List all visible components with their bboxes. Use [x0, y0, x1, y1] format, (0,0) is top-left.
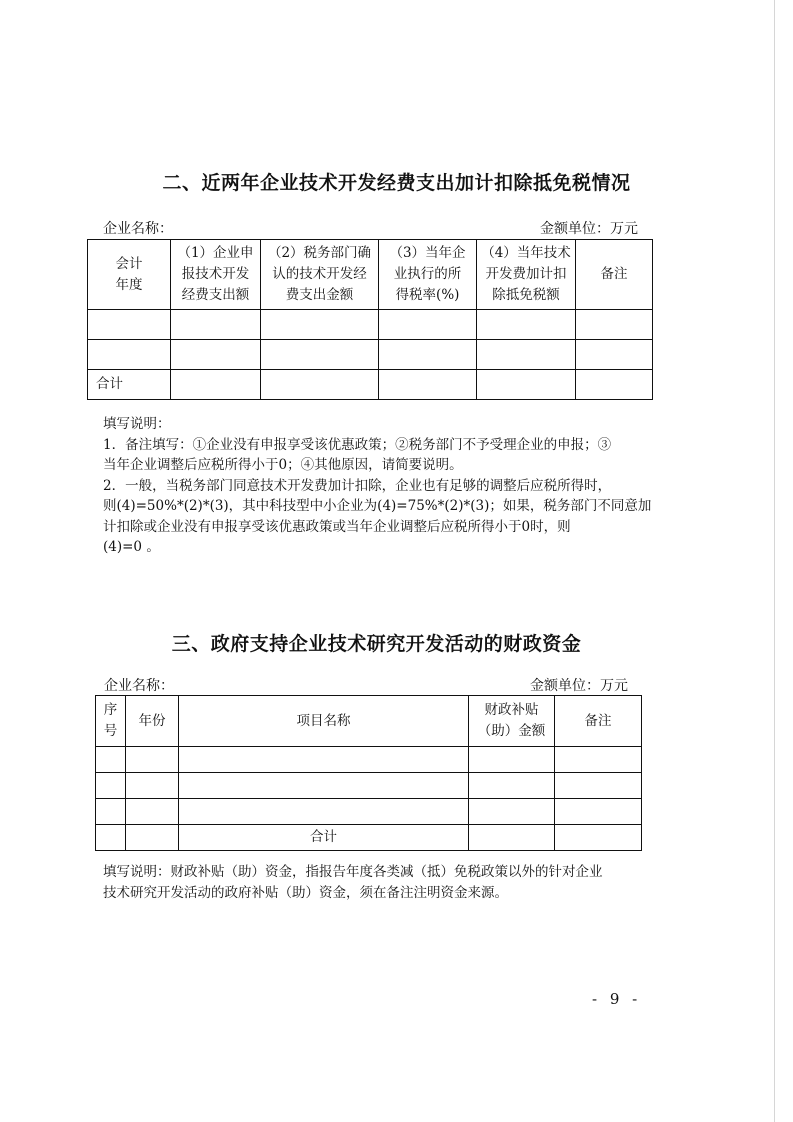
- notes-line: 计扣除或企业没有申报享受该优惠政策或当年企业调整后应税所得小于0时，则: [103, 518, 571, 535]
- header-serial-number: 序 号: [96, 696, 126, 747]
- section3-table: [95, 695, 642, 851]
- section3-title: 三、政府支持企业技术研究开发活动的财政资金: [171, 633, 582, 655]
- table-cell[interactable]: [477, 340, 576, 370]
- table-cell[interactable]: [171, 310, 261, 340]
- header-remarks: 备注: [576, 240, 653, 310]
- table-row: [88, 310, 653, 340]
- header-subsidy-amount: 财政补贴 （助）金额: [469, 696, 555, 747]
- table-cell[interactable]: [379, 340, 477, 370]
- table-cell[interactable]: [469, 773, 555, 799]
- table-cell[interactable]: [555, 799, 642, 825]
- table-cell[interactable]: [179, 747, 469, 773]
- notes-heading: 填写说明：: [103, 416, 171, 432]
- section2-notes: [103, 414, 663, 558]
- table-row: [88, 340, 653, 370]
- table-cell[interactable]: [555, 773, 642, 799]
- table-cell[interactable]: [171, 370, 261, 400]
- table-cell[interactable]: [179, 773, 469, 799]
- table-cell[interactable]: [126, 799, 179, 825]
- page-number: - 9 -: [592, 990, 642, 1008]
- section3-total-row: [96, 825, 642, 851]
- section2-total-label: 合计: [88, 370, 171, 400]
- notes-line: 技术研究开发活动的政府补贴（助）资金，须在备注注明资金来源。: [103, 884, 508, 901]
- table-row: [96, 747, 642, 773]
- section2-company-label: 企业名称：: [103, 221, 173, 237]
- section2-unit-label: 金额单位：万元: [540, 221, 638, 237]
- header-project-name: 项目名称: [179, 696, 469, 747]
- section2-table: [87, 239, 653, 400]
- table-cell[interactable]: [555, 825, 642, 851]
- header-year: 年份: [126, 696, 179, 747]
- header-confirmed-expense: （2）税务部门确 认的技术开发经 费支出金额: [261, 240, 379, 310]
- table-cell[interactable]: [96, 825, 126, 851]
- notes-line: (4)=0 。: [103, 539, 160, 555]
- section2-header-row: [88, 240, 653, 310]
- notes-line: 1．备注填写：①企业没有申报享受该优惠政策；②税务部门不予受理企业的申报；③: [103, 436, 612, 453]
- section2-total-row: [88, 370, 653, 400]
- section3-company-label: 企业名称：: [104, 678, 174, 694]
- header-remarks: 备注: [555, 696, 642, 747]
- header-declared-expense: （1）企业申 报技术开发 经费支出额: [171, 240, 261, 310]
- table-row: [96, 773, 642, 799]
- table-cell[interactable]: [477, 310, 576, 340]
- table-cell[interactable]: [469, 825, 555, 851]
- table-cell[interactable]: [379, 310, 477, 340]
- table-cell[interactable]: [261, 310, 379, 340]
- table-cell[interactable]: [88, 310, 171, 340]
- section3-total-label: 合计: [179, 825, 469, 851]
- header-deduction-amount: （4）当年技术 开发费加计扣 除抵免税额: [477, 240, 576, 310]
- table-cell[interactable]: [469, 799, 555, 825]
- section3-notes: [103, 862, 663, 903]
- table-cell[interactable]: [576, 370, 653, 400]
- table-cell[interactable]: [126, 825, 179, 851]
- table-row: [96, 799, 642, 825]
- notes-line: 2．一般，当税务部门同意技术开发费加计扣除，企业也有足够的调整后应税所得时，: [103, 477, 612, 494]
- table-cell[interactable]: [96, 799, 126, 825]
- table-cell[interactable]: [261, 370, 379, 400]
- table-cell[interactable]: [477, 370, 576, 400]
- table-cell[interactable]: [96, 773, 126, 799]
- table-cell[interactable]: [179, 799, 469, 825]
- notes-line: 当年企业调整后应税所得小于0；④其他原因，请简要说明。: [103, 457, 463, 473]
- notes-line: 则(4)=50%*(2)*(3)，其中科技型中小企业为(4)=75%*(2)*(3)；如果，税务部门不同意加: [103, 498, 652, 514]
- table-cell[interactable]: [126, 773, 179, 799]
- section3-header-row: [96, 696, 642, 747]
- table-cell[interactable]: [576, 340, 653, 370]
- section3-unit-label: 金额单位：万元: [530, 678, 628, 694]
- table-cell[interactable]: [171, 340, 261, 370]
- notes-line: 填写说明：财政补贴（助）资金，指报告年度各类减（抵）免税政策以外的针对企业: [103, 864, 603, 880]
- table-cell[interactable]: [96, 747, 126, 773]
- header-fiscal-year: 会计 年度: [88, 240, 171, 310]
- table-cell[interactable]: [261, 340, 379, 370]
- table-cell[interactable]: [88, 340, 171, 370]
- table-cell[interactable]: [576, 310, 653, 340]
- section2-title: 二、近两年企业技术开发经费支出加计扣除抵免税情况: [162, 172, 631, 194]
- table-cell[interactable]: [126, 747, 179, 773]
- table-cell[interactable]: [555, 747, 642, 773]
- header-tax-rate: （3）当年企 业执行的所 得税率(%): [379, 240, 477, 310]
- table-cell[interactable]: [379, 370, 477, 400]
- table-cell[interactable]: [469, 747, 555, 773]
